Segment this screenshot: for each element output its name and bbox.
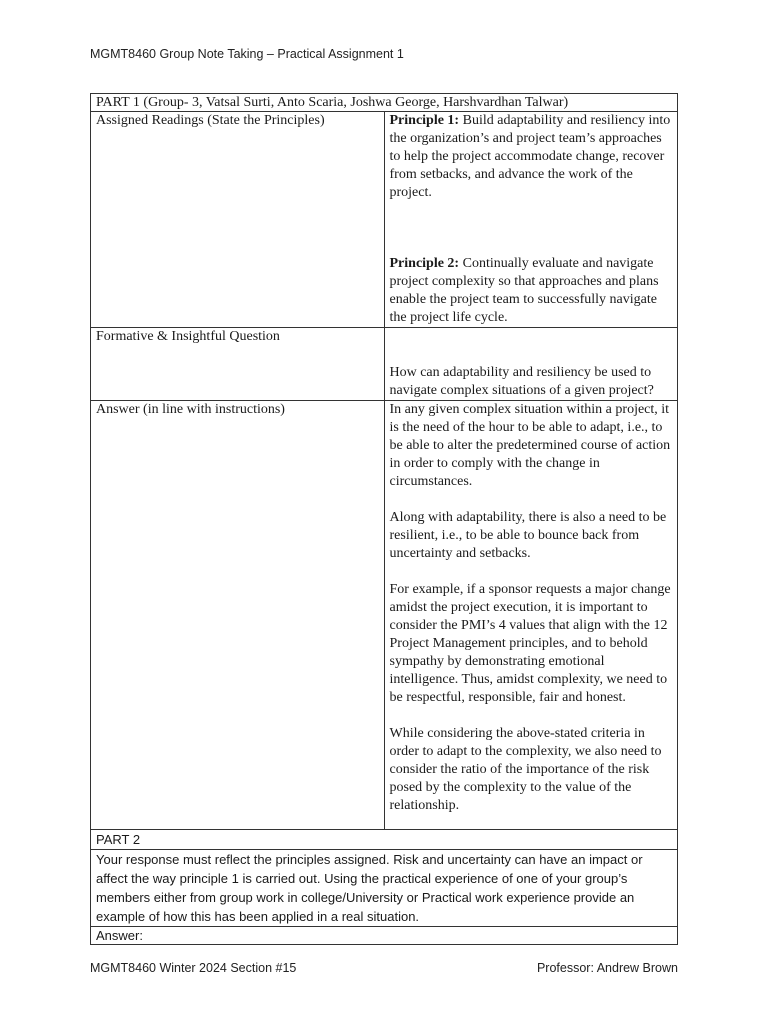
part2-instructions: Your response must reflect the principles assigned. Risk and uncertainty can have an impact or affect the way principle 1 is carried out. Using the practical experience of one of your group’s members either from group work in college/University or Practical work experience provide an example of how this has been applied in a real situation. xyxy=(91,850,678,927)
answer-paragraph: Along with adaptability, there is also a need to be resilient, i.e., to be able to bounce back from uncertainty and setbacks. xyxy=(389,510,667,561)
document-header: MGMT8460 Group Note Taking – Practical Assignment 1 xyxy=(90,47,404,61)
part1-heading-row xyxy=(91,94,678,112)
part2-answer-label: Answer: xyxy=(91,927,678,945)
part2-instructions-row xyxy=(91,850,678,927)
answer-paragraph: In any given complex situation within a project, it is the need of the hour to be able to adapt, i.e., to be able to alter the predetermined course of action in order to comply with the change in circumstances. xyxy=(389,402,671,489)
footer-professor: Professor: Andrew Brown xyxy=(536,961,678,975)
answer-cell xyxy=(384,401,678,830)
part2-heading: PART 2 xyxy=(91,830,678,850)
answer-label: Answer (in line with instructions) xyxy=(91,401,385,830)
part1-heading: PART 1 (Group- 3, Vatsal Surti, Anto Scaria, Joshwa George, Harshvardhan Talwar) xyxy=(91,94,678,112)
readings-label: Assigned Readings (State the Principles) xyxy=(91,112,385,328)
principle2-label: Principle 2: xyxy=(389,256,460,271)
question-row xyxy=(91,328,678,401)
question-label: Formative & Insightful Question xyxy=(91,328,385,401)
principles-cell xyxy=(384,112,678,328)
principle2-text: Continually evaluate and navigate project complexity so that approaches and plans enable the project team to successfully navigate the project life cycle. xyxy=(389,256,659,325)
principle1 xyxy=(390,112,673,202)
question-cell xyxy=(384,328,678,401)
part2-answer-row xyxy=(91,927,678,945)
part2-heading-row xyxy=(91,830,678,850)
principle2 xyxy=(390,255,673,327)
readings-row xyxy=(91,112,678,328)
answer-paragraph: While considering the above-stated criteria in order to adapt to the complexity, we also need to consider the ratio of the importance of the risk posed by the complexity to the value of the relationship. xyxy=(389,726,662,813)
answer-paragraph: For example, if a sponsor requests a major change amidst the project execution, it is important to consider the PMI’s 4 values that align with the 12 Project Management principles, and to behold sympathy by demonstrating emotional intelligence. Thus, amidst complexity, we need to be respectful, responsible, fair and honest. xyxy=(389,582,671,705)
assignment-table xyxy=(90,93,678,945)
question-text: How can adaptability and resiliency be used to navigate complex situations of a given project? xyxy=(389,365,654,398)
answer-row xyxy=(91,401,678,830)
footer-course: MGMT8460 Winter 2024 Section #15 xyxy=(90,961,297,975)
principle1-text: Build adaptability and resiliency into the organization’s and project team’s approaches to help the project accommodate change, recover from setbacks, and advance the work of the project. xyxy=(389,113,671,200)
principle1-label: Principle 1: xyxy=(389,113,460,128)
